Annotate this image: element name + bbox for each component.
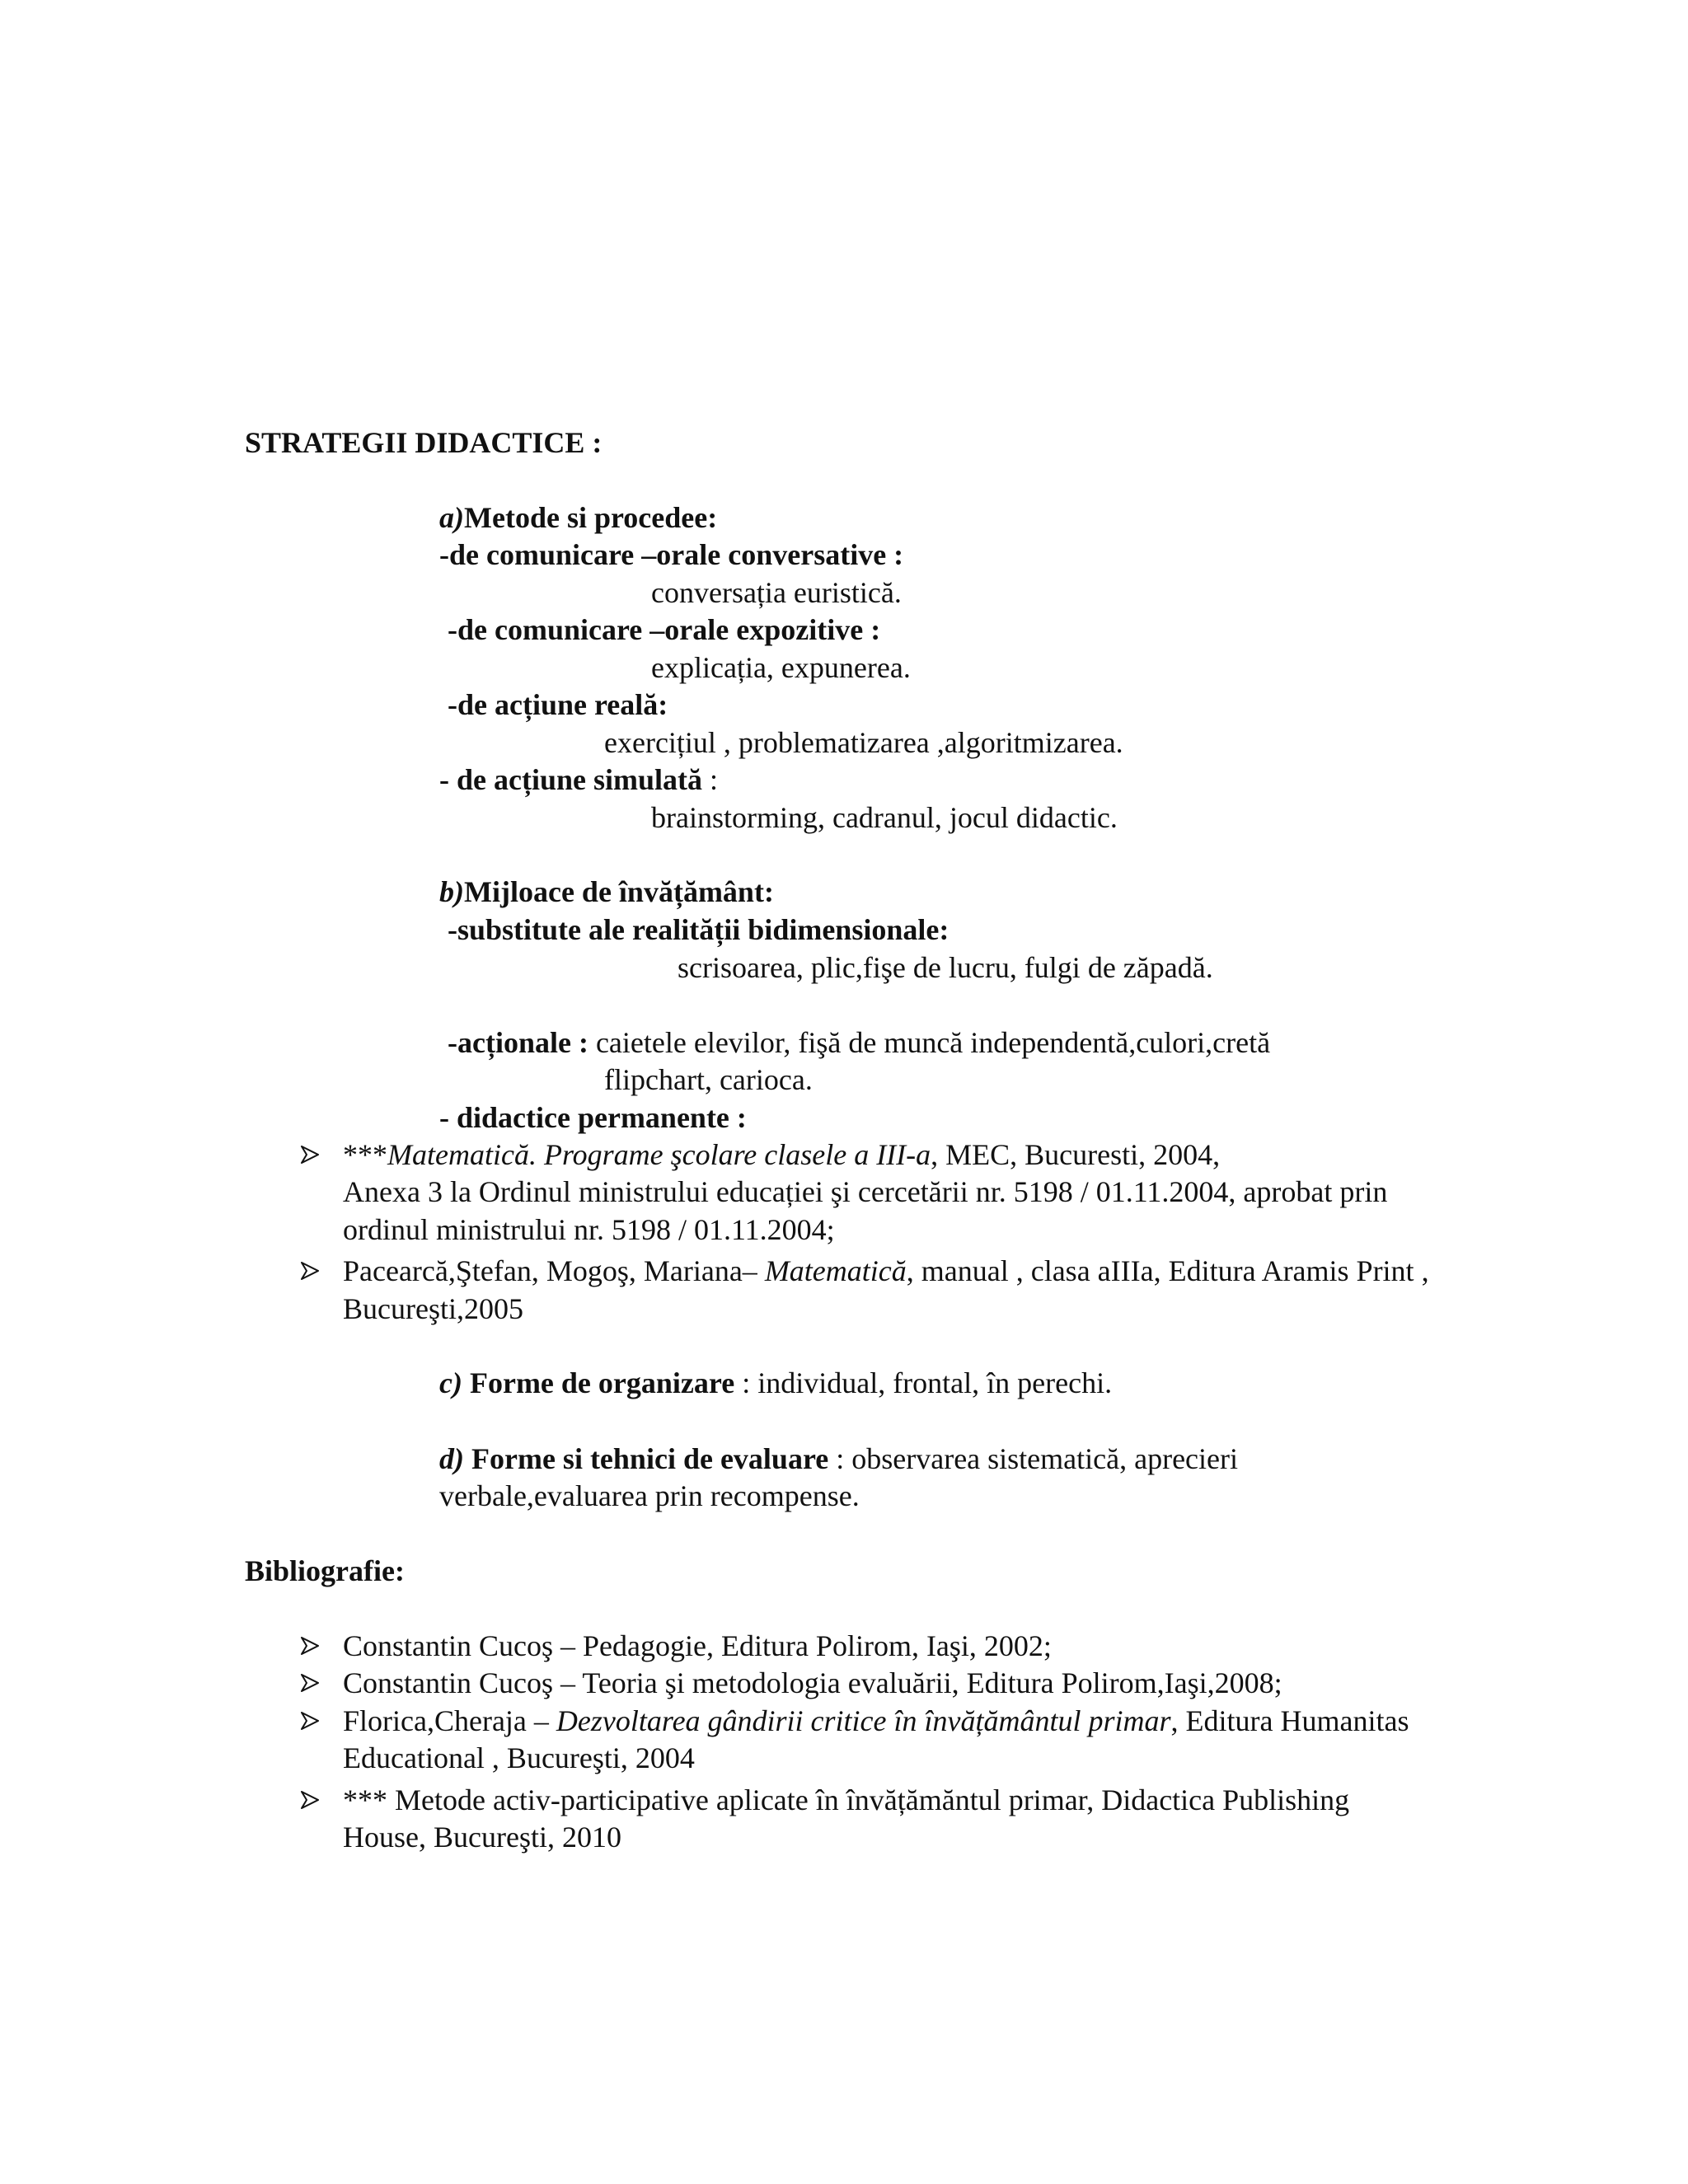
methods-title <box>439 499 717 536</box>
actionale-items-cont: flipchart, carioca. <box>604 1063 813 1096</box>
bibliography-item: Constantin Cucoş – Teoria şi metodologia evaluării, Editura Polirom,Iaşi,2008; <box>343 1666 1282 1699</box>
bibliography-item-line: House, Bucureşti, 2010 <box>343 1821 621 1854</box>
expozitive-label: -de comunicare –orale expozitive : <box>448 613 881 646</box>
arrow-bullet-icon <box>301 1637 319 1655</box>
reference-item: ***Matematică. Programe şcolare clasele a III-a, MEC, Bucuresti, 2004, <box>343 1138 1221 1171</box>
substitute-items: scrisoarea, plic,fişe de lucru, fulgi de zăpadă. <box>678 951 1213 984</box>
actionale-label: -acționale : <box>448 1026 588 1059</box>
bibliography-title: Bibliografie: <box>245 1554 405 1587</box>
bibliography-item: Constantin Cucoş – Pedagogie, Editura Polirom, Iaşi, 2002; <box>343 1629 1052 1662</box>
evaluation-title: Forme si tehnici de evaluare <box>464 1442 829 1475</box>
methods-title-text: Metode si procedee: <box>464 501 718 534</box>
reference-item-line: Bucureşti,2005 <box>343 1292 523 1325</box>
section-heading: STRATEGII DIDACTICE : <box>245 426 603 459</box>
conversative-items: conversația euristică. <box>651 576 902 609</box>
organization-marker: c) <box>439 1366 462 1399</box>
bibliography-item-line: Educational , Bucureşti, 2004 <box>343 1741 695 1774</box>
expozitive-items: explicația, expunerea. <box>651 651 911 684</box>
evaluation-forms <box>439 1441 1238 1477</box>
actiune-simulata-items: brainstorming, cadranul, jocul didactic. <box>651 801 1118 834</box>
arrow-bullet-icon <box>301 1712 319 1730</box>
actionale-items: caietele elevilor, fişă de muncă independentă,culori,cretă <box>588 1026 1271 1059</box>
bibliography-item: *** Metode activ-participative aplicate în învățămăntul primar, Didactica Publishing <box>343 1783 1350 1816</box>
substitute-label: -substitute ale realității bidimensionale: <box>448 913 950 946</box>
bibliography-item: Florica,Cheraja – Dezvoltarea gândirii critice în învățământul primar, Editura Humanitas <box>343 1704 1409 1737</box>
arrow-bullet-icon <box>301 1791 319 1809</box>
organization-forms <box>439 1365 1112 1401</box>
conversative-label: -de comunicare –orale conversative : <box>439 538 904 571</box>
permanente-label: - didactice permanente : <box>439 1101 747 1134</box>
means-marker: b) <box>439 875 464 908</box>
means-title <box>439 874 774 910</box>
evaluation-text-cont: verbale,evaluarea prin recompense. <box>439 1479 860 1512</box>
reference-item-line: ordinul ministrului nr. 5198 / 01.11.2004; <box>343 1213 835 1246</box>
arrow-bullet-icon <box>301 1262 319 1280</box>
actiune-simulata-label: - de acțiune simulată <box>439 763 702 796</box>
arrow-bullet-icon <box>301 1146 319 1164</box>
evaluation-marker: d) <box>439 1442 464 1475</box>
means-title-text: Mijloace de învățământ: <box>464 875 774 908</box>
organization-text: : individual, frontal, în perechi. <box>734 1366 1113 1399</box>
actiune-simulata-line: - de acțiune simulată : <box>439 763 719 796</box>
actiune-reala-label: -de acțiune reală: <box>448 688 668 721</box>
reference-item-line: Anexa 3 la Ordinul ministrului educației şi cercetării nr. 5198 / 01.11.2004, aprobat prin <box>343 1175 1388 1208</box>
arrow-bullet-icon <box>301 1674 319 1692</box>
organization-title: Forme de organizare <box>462 1366 735 1399</box>
actiune-reala-items: exercițiul , problematizarea ,algoritmizarea. <box>604 726 1123 759</box>
evaluation-text: : observarea sistematică, aprecieri <box>828 1442 1238 1475</box>
methods-marker: a) <box>439 501 464 534</box>
reference-item: Pacearcă,Ştefan, Mogoş, Mariana– Matematică, manual , clasa aIIIa, Editura Aramis Print , <box>343 1254 1429 1287</box>
actionale-line <box>448 1024 1270 1061</box>
